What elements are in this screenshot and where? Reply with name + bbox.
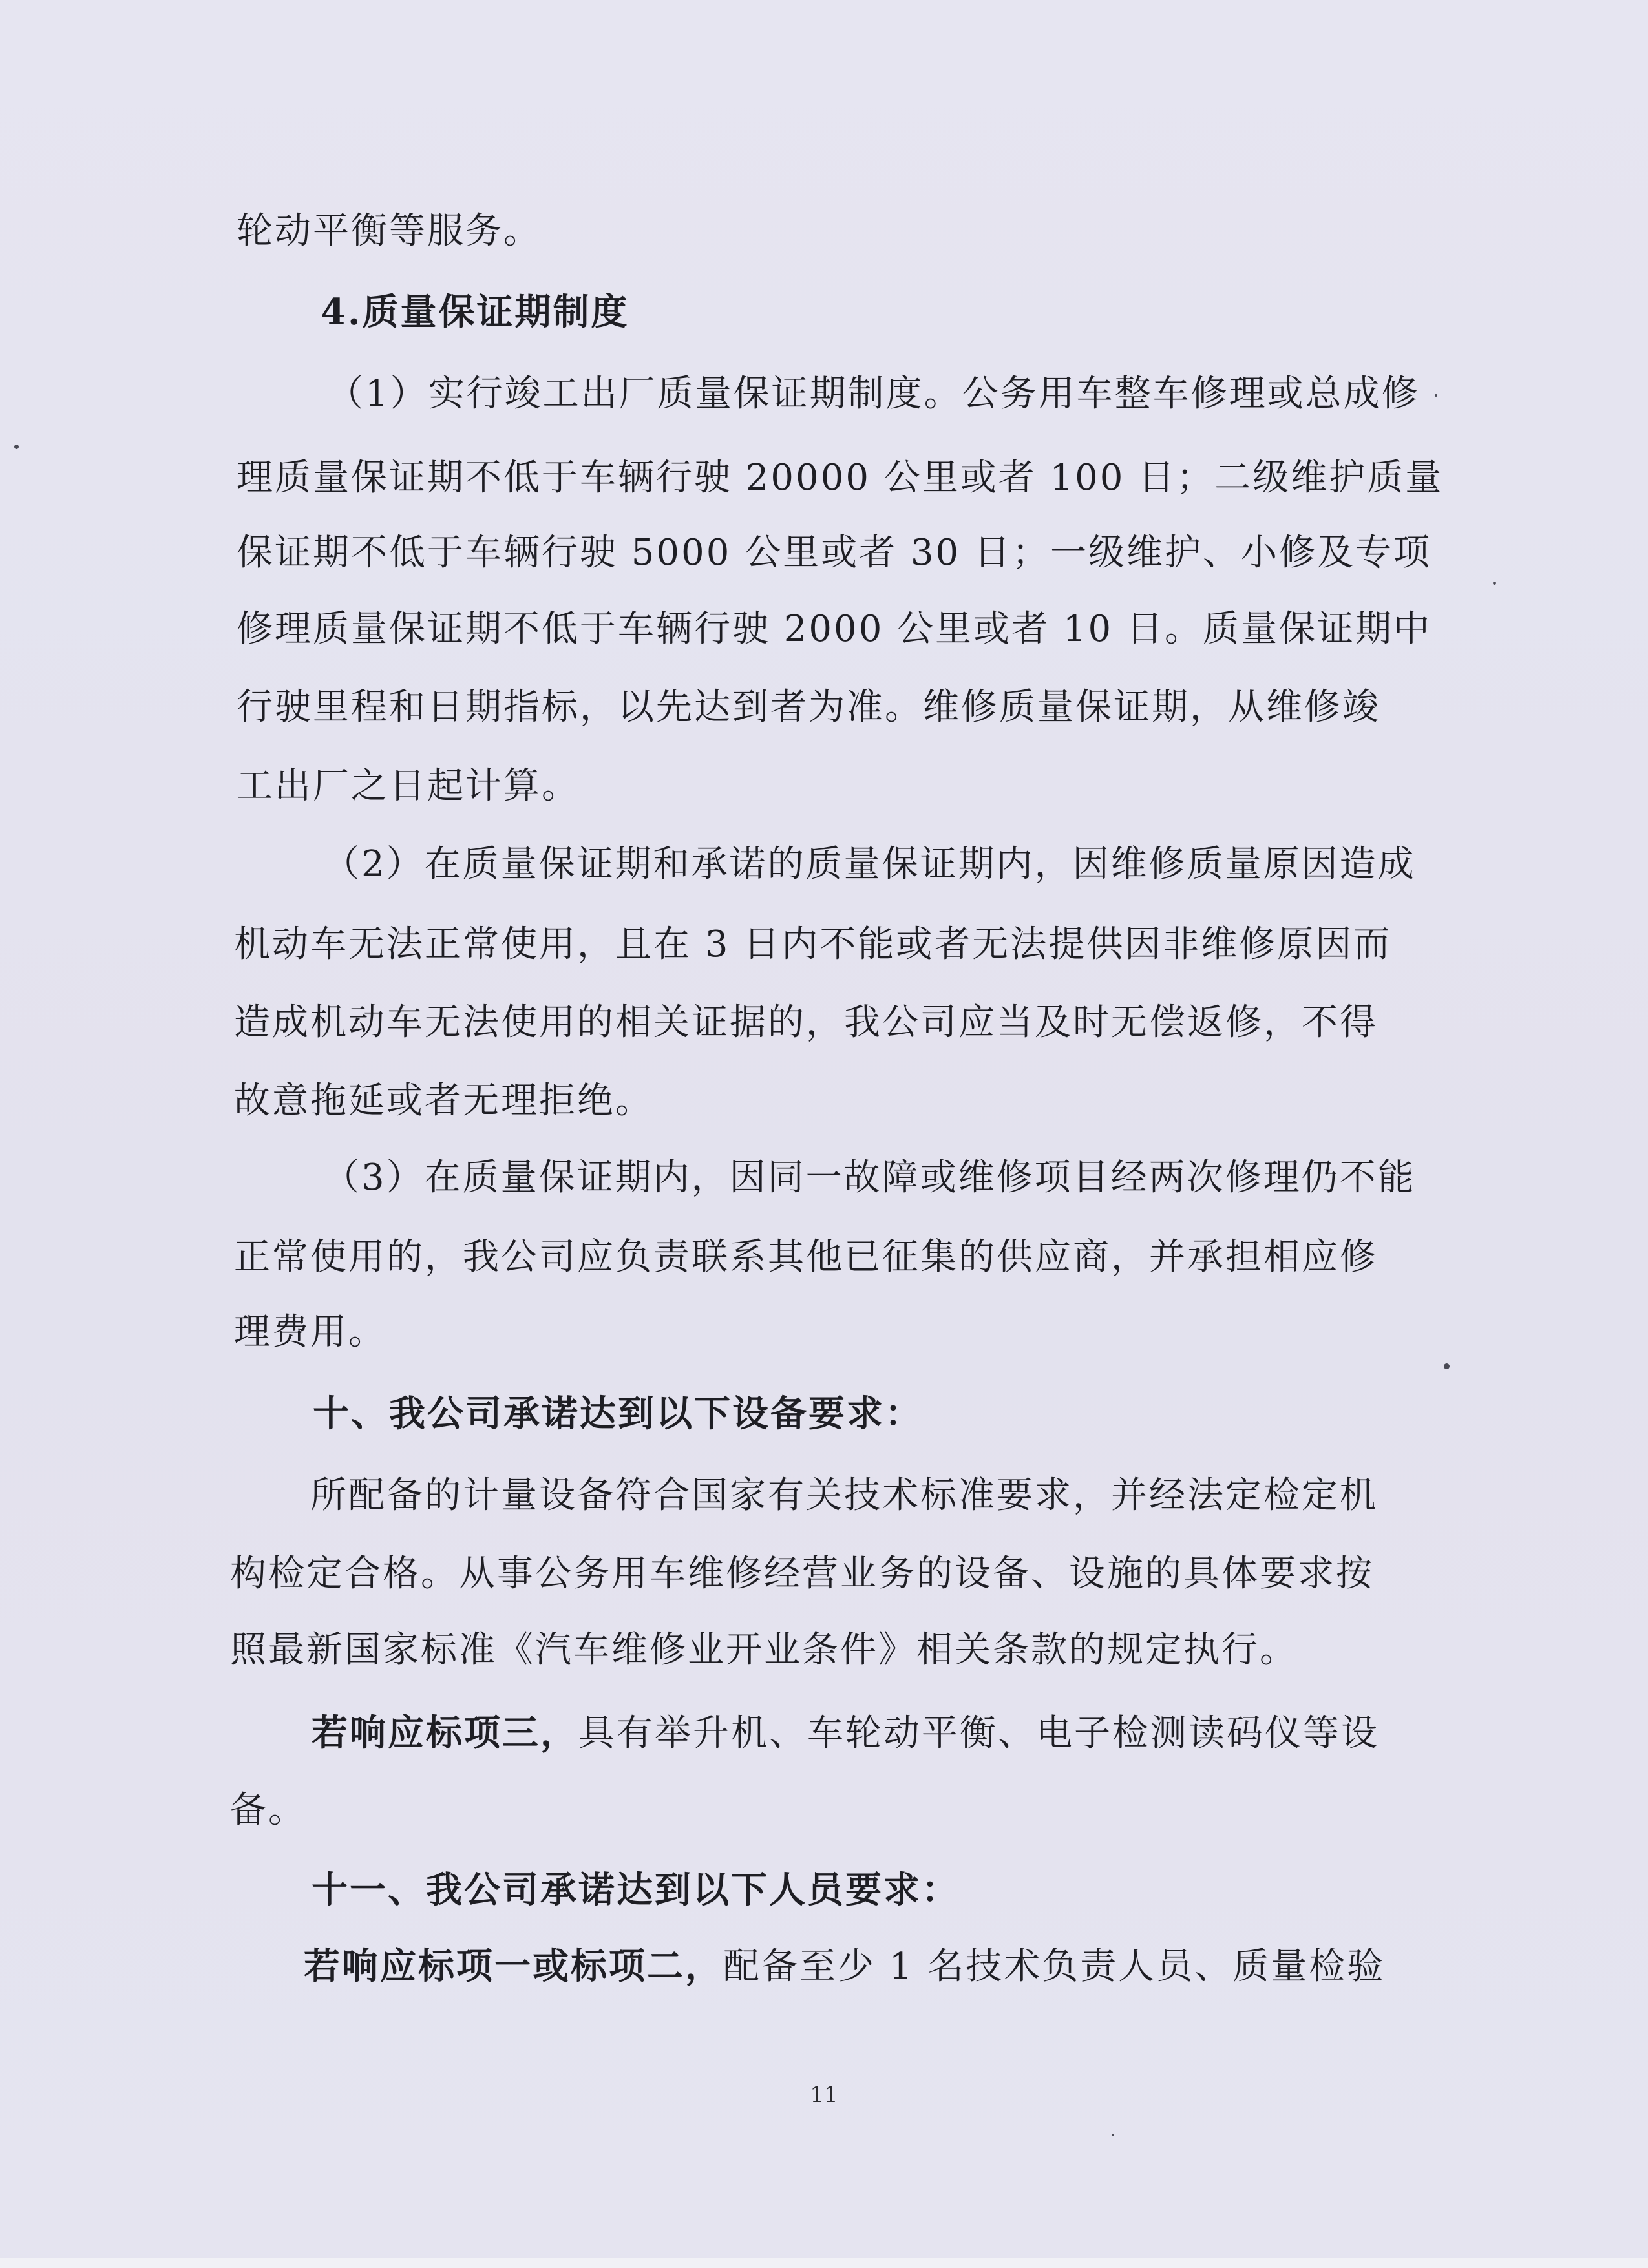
section-heading: 4.质量保证期制度	[321, 291, 629, 333]
paragraph-line: 正常使用的，我公司应负责联系其他已征集的供应商，并承担相应修	[234, 1236, 1378, 1278]
paragraph-line: 理费用。	[234, 1311, 386, 1353]
paragraph-line: 工出厂之日起计算。	[237, 765, 580, 807]
paragraph-line: 行驶里程和日期指标，以先达到者为准。维修质量保证期，从维修竣	[237, 686, 1380, 728]
paragraph-line: 理质量保证期不低于车辆行驶 20000 公里或者 100 日；二级维护质量	[237, 457, 1444, 499]
paragraph-line: 修理质量保证期不低于车辆行驶 2000 公里或者 10 日。质量保证期中	[237, 608, 1431, 650]
scan-speck	[1112, 2134, 1114, 2136]
paragraph-line	[312, 1712, 1379, 1754]
paragraph-line: （2）在质量保证期和承诺的质量保证期内，因维修质量原因造成	[323, 843, 1416, 885]
section-heading: 十一、我公司承诺达到以下人员要求：	[312, 1869, 960, 1911]
scan-speck	[14, 445, 19, 449]
emphasis-text: 若响应标项一或标项二，	[304, 1945, 723, 1988]
paragraph-line: 所配备的计量设备符合国家有关技术标准要求，并经法定检定机	[310, 1475, 1378, 1517]
paragraph-line: 故意拖延或者无理拒绝。	[234, 1080, 653, 1122]
paragraph-line: 机动车无法正常使用，且在 3 日内不能或者无法提供因非维修原因而	[234, 923, 1392, 965]
page-number: 11	[810, 2082, 838, 2108]
scan-speck	[1435, 394, 1437, 397]
emphasis-text: 若响应标项三，	[312, 1712, 578, 1754]
paragraph-line: 备。	[230, 1789, 306, 1831]
section-heading: 十、我公司承诺达到以下设备要求：	[313, 1392, 923, 1435]
paragraph-text: 配备至少 1 名技术负责人员、质量检验	[723, 1946, 1386, 1988]
paragraph-line	[304, 1946, 1385, 1988]
paragraph-line: （1）实行竣工出厂质量保证期制度。公务用车整车修理或总成修	[327, 373, 1420, 415]
paragraph-line: 保证期不低于车辆行驶 5000 公里或者 30 日；一级维护、小修及专项	[237, 532, 1431, 574]
scan-speck	[1493, 582, 1496, 585]
scan-speck	[1444, 1363, 1450, 1369]
paragraph-line: 构检定合格。从事公务用车维修经营业务的设备、设施的具体要求按	[230, 1553, 1374, 1595]
paragraph-text: 具有举升机、车轮动平衡、电子检测读码仪等设	[578, 1712, 1379, 1754]
paragraph-line: （3）在质量保证期内，因同一故障或维修项目经两次修理仍不能	[323, 1157, 1416, 1199]
scan-edge	[0, 2258, 1648, 2268]
paragraph-line: 轮动平衡等服务。	[237, 210, 542, 252]
paragraph-line: 造成机动车无法使用的相关证据的，我公司应当及时无偿返修，不得	[234, 1002, 1378, 1044]
paragraph-line: 照最新国家标准《汽车维修业开业条件》相关条款的规定执行。	[230, 1629, 1298, 1671]
